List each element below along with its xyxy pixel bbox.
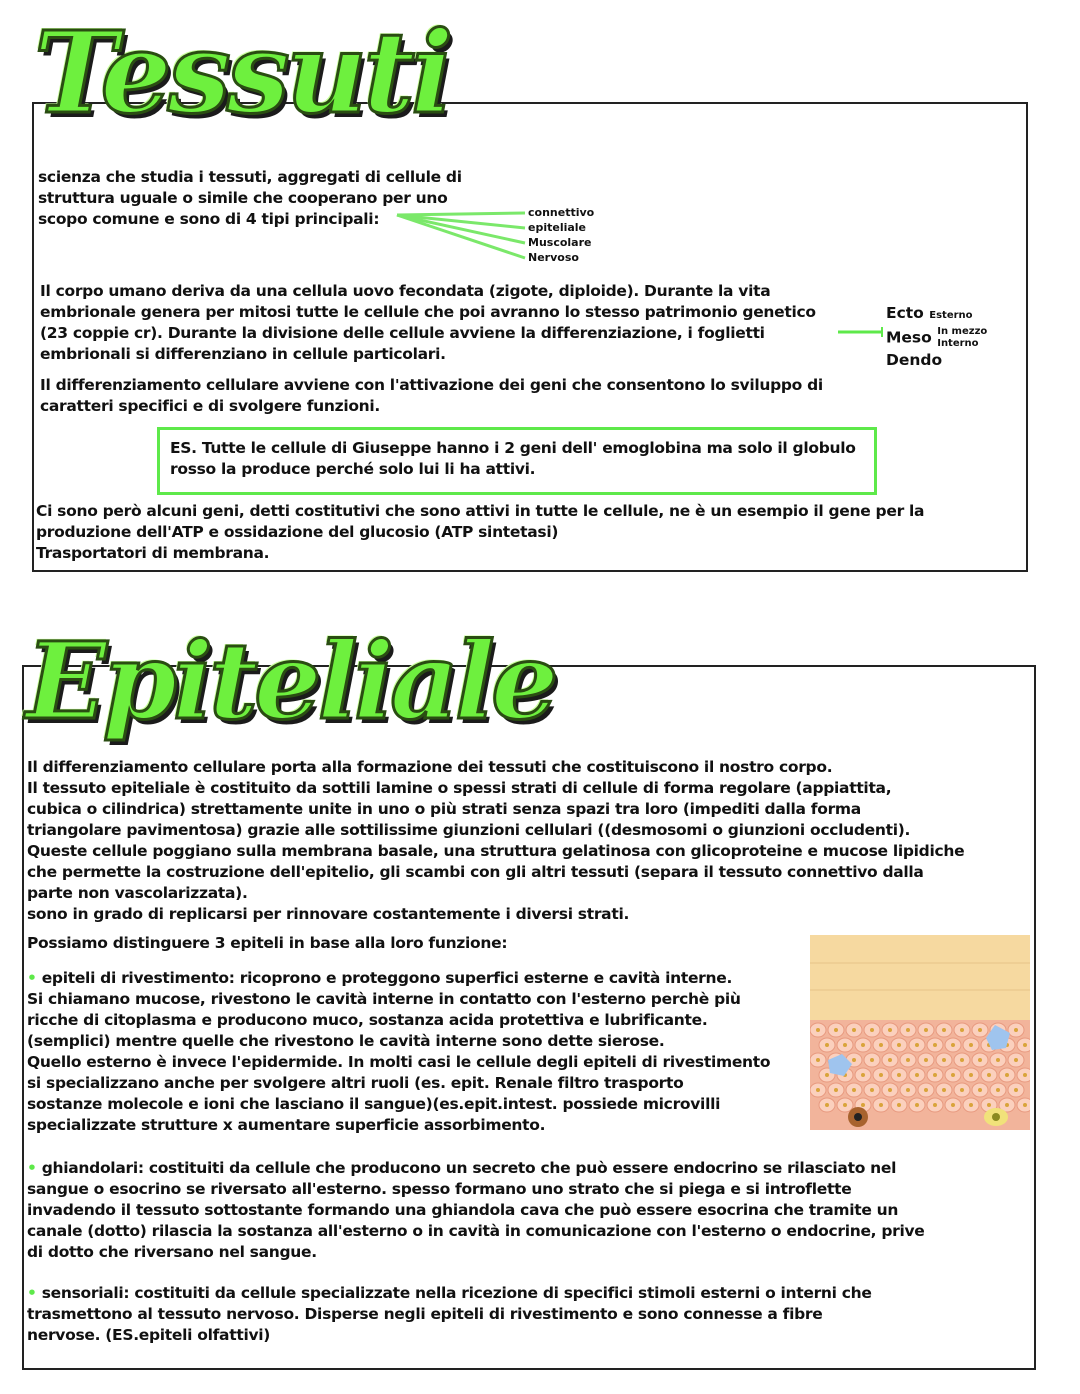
example-text <box>170 438 856 480</box>
bullet-icon: • <box>27 1284 42 1302</box>
cell-nucleus <box>888 1088 892 1092</box>
line: Queste cellule poggiano sulla membrana basale, una struttura gelatinosa con glicoproteine e mucose lipidiche <box>27 842 965 860</box>
cell-nucleus <box>879 1043 883 1047</box>
cell-nucleus <box>852 1028 856 1032</box>
line: • ghiandolari: costituiti da cellule che producono un secreto che può essere endocrino se rilasciato nel <box>27 1159 897 1177</box>
line: • sensoriali: costituiti da cellule specializzate nella ricezione di specifici stimoli esterni o interni che <box>27 1284 872 1302</box>
cell-nucleus <box>852 1088 856 1092</box>
cell-nucleus <box>996 1088 1000 1092</box>
cell-nucleus <box>951 1043 955 1047</box>
cell-nucleus <box>825 1073 829 1077</box>
cell-nucleus <box>825 1103 829 1107</box>
germ-layers <box>886 303 987 371</box>
cell-nucleus <box>888 1028 892 1032</box>
line: embrionale genera per mitosi tutte le cellule che poi avranno lo stesso patrimonio genetico <box>40 303 816 321</box>
line: • epiteli di rivestimento: ricoprono e proteggono superfici esterne e cavità interne. <box>27 969 733 987</box>
cell-nucleus <box>1023 1073 1027 1077</box>
cell-nucleus <box>852 1058 856 1062</box>
paragraph-epitelio-intro <box>27 757 964 925</box>
cell-nucleus <box>960 1028 964 1032</box>
cell-nucleus <box>933 1073 937 1077</box>
cell-nucleus <box>861 1103 865 1107</box>
line: embrionali si differenziano in cellule particolari. <box>40 345 446 363</box>
cell-nucleus <box>915 1073 919 1077</box>
paragraph-funzioni: Possiamo distinguere 3 epiteli in base alla loro funzione: <box>27 934 508 952</box>
line: rosso la produce perché solo lui li ha attivi. <box>170 460 536 478</box>
cell-nucleus <box>888 1058 892 1062</box>
line: Ci sono però alcuni geni, detti costitutivi che sono attivi in tutte le cellule, ne è un esempio il gene per la <box>36 502 925 520</box>
tissue-types-list <box>528 205 594 265</box>
cell-nucleus <box>924 1088 928 1092</box>
cell-nucleus <box>843 1043 847 1047</box>
cell-nucleus <box>843 1103 847 1107</box>
bullet-icon: • <box>27 969 42 987</box>
cell-nucleus <box>816 1058 820 1062</box>
cell-nucleus <box>879 1073 883 1077</box>
cell-nucleus <box>951 1073 955 1077</box>
line: sostanze molecole e ioni che lasciano il sangue)(es.epit.intest. possiede microvilli <box>27 1095 721 1113</box>
branch-lines <box>395 208 530 263</box>
type-item: Nervoso <box>528 251 579 264</box>
line: Quello esterno è invece l'epidermide. In molti casi le cellule degli epiteli di rivestimento <box>27 1053 771 1071</box>
tessuti-title: Tessuti <box>34 8 450 139</box>
line: (semplici) mentre quelle che rivestono le cavità interne sono dette sierose. <box>27 1032 665 1050</box>
cell-nucleus <box>897 1073 901 1077</box>
line: scopo comune e sono di 4 tipi principali: <box>38 210 380 228</box>
cell-nucleus <box>861 1073 865 1077</box>
cell-nucleus <box>987 1073 991 1077</box>
line: scienza che studia i tessuti, aggregati di cellule di <box>38 168 462 186</box>
line: Il tessuto epiteliale è costituito da sottili lamine o spessi strati di cellule di forma regolare (appiattita, <box>27 779 892 797</box>
line: invadendo il tessuto sottostante formando una ghiandola cava che può essere esocrina che tramite un <box>27 1201 899 1219</box>
type-item: connettivo <box>528 206 595 219</box>
line: ES. Tutte le cellule di Giuseppe hanno i 2 geni dell' emoglobina ma solo il globulo <box>170 439 856 457</box>
line: canale (dotto) rilascia la sostanza all'esterno o in cavità in comunicazione con l'esterno o endocrine, prive <box>27 1222 925 1240</box>
arrow-icon <box>838 326 884 338</box>
cell-nucleus <box>870 1028 874 1032</box>
cell-nucleus <box>933 1103 937 1107</box>
bullet-icon: • <box>27 1159 42 1177</box>
type-item: epiteliale <box>528 221 587 234</box>
cell-nucleus <box>933 1043 937 1047</box>
cell-nucleus <box>978 1028 982 1032</box>
cell-nucleus <box>816 1028 820 1032</box>
line: si specializzano anche per svolgere altri ruoli (es. epit. Renale filtro trasporto <box>27 1074 684 1092</box>
cell-nucleus <box>969 1103 973 1107</box>
paragraph-costitutivi <box>36 501 924 564</box>
cell-nucleus <box>978 1088 982 1092</box>
cell-nucleus <box>915 1043 919 1047</box>
cell-nucleus <box>897 1043 901 1047</box>
cell-nucleus <box>906 1058 910 1062</box>
cell-nucleus <box>960 1058 964 1062</box>
layer-endo: Dendo <box>886 351 943 369</box>
cell-nucleus <box>870 1058 874 1062</box>
cell-nucleus <box>969 1043 973 1047</box>
line: Il differenziamento cellulare avviene con l'attivazione dei geni che consentono lo sviluppo di <box>40 376 823 394</box>
line: che permette la costruzione dell'epitelio, gli scambi con gli altri tessuti (separa il tessuto connettivo dalla <box>27 863 924 881</box>
cell-nucleus <box>960 1088 964 1092</box>
cell-nucleus <box>924 1058 928 1062</box>
cell-nucleus <box>834 1088 838 1092</box>
cell-nucleus <box>906 1088 910 1092</box>
cell-nucleus <box>906 1028 910 1032</box>
cell-nucleus <box>897 1103 901 1107</box>
line: ricche di citoplasma e producono muco, sostanza acida protettiva e lubrificante. <box>27 1011 708 1029</box>
cell-nucleus <box>825 1043 829 1047</box>
cell-nucleus <box>1023 1043 1027 1047</box>
line: trasmettono al tessuto nervoso. Disperse negli epiteli di rivestimento e sono connesse a fibre <box>27 1305 823 1323</box>
cell-nucleus <box>1014 1088 1018 1092</box>
list-sensoriali <box>27 1283 872 1346</box>
cell-nucleus <box>1023 1103 1027 1107</box>
cell-nucleus <box>987 1103 991 1107</box>
line: produzione dell'ATP e ossidazione del glucosio (ATP sintetasi) <box>36 523 559 541</box>
line: sono in grado di replicarsi per rinnovare costantemente i diversi strati. <box>27 905 630 923</box>
cell-nucleus <box>978 1058 982 1062</box>
cell-nucleus <box>942 1058 946 1062</box>
cell-nucleus <box>861 1043 865 1047</box>
layer-ecto: Ecto Esterno <box>886 304 973 322</box>
list-rivestimento <box>27 968 770 1136</box>
list-ghiandolari <box>27 1158 925 1263</box>
cell-nucleus <box>942 1088 946 1092</box>
line: struttura uguale o simile che cooperano per uno <box>38 189 448 207</box>
cell-nucleus <box>879 1103 883 1107</box>
cell-nucleus <box>1005 1103 1009 1107</box>
cell-nucleus <box>870 1088 874 1092</box>
cell-nucleus <box>1014 1028 1018 1032</box>
paragraph-zigote <box>40 281 816 365</box>
line: Il differenziamento cellulare porta alla formazione dei tessuti che costituiscono il nostro corpo. <box>27 758 833 776</box>
epiteliale-title: Epiteliale <box>26 618 555 743</box>
line: cubica o cilindrica) strettamente unite in uno o più strati senza spazi tra loro (impediti dalla forma <box>27 800 861 818</box>
layer-meso: Meso In mezzo Interno <box>886 326 988 349</box>
cell-nucleus <box>1014 1058 1018 1062</box>
line: caratteri specifici e di svolgere funzioni. <box>40 397 381 415</box>
line: di dotto che riversano nel sangue. <box>27 1243 317 1261</box>
cell-nucleus <box>924 1028 928 1032</box>
type-item: Muscolare <box>528 236 592 249</box>
line: sangue o esocrino se riversato all'esterno. spesso formano uno strato che si piega e si introflette <box>27 1180 852 1198</box>
line: triangolare pavimentosa) grazie alle sottilissime giunzioni cellulari ((desmosomi o giunzioni occludenti). <box>27 821 911 839</box>
cell-nucleus <box>834 1028 838 1032</box>
line: (23 coppie cr). Durante la divisione delle cellule avviene la differenziazione, i foglietti <box>40 324 765 342</box>
cell-nucleus <box>969 1073 973 1077</box>
cell-nucleus <box>1005 1073 1009 1077</box>
line: nervose. (ES.epiteli olfattivi) <box>27 1326 271 1344</box>
line: Si chiamano mucose, rivestono le cavità interne in contatto con l'esterno perchè più <box>27 990 741 1008</box>
cell-nucleus <box>996 1058 1000 1062</box>
line: specializzate strutture x aumentare superficie assorbimento. <box>27 1116 546 1134</box>
cell-nucleus <box>942 1028 946 1032</box>
cell-nucleus <box>816 1088 820 1092</box>
line: parte non vascolarizzata). <box>27 884 248 902</box>
paragraph-differenziamento <box>40 375 823 417</box>
cell-nucleus <box>951 1103 955 1107</box>
line: Trasportatori di membrana. <box>36 544 270 562</box>
skin-epithelium-illustration <box>810 935 1030 1130</box>
line: Il corpo umano deriva da una cellula uovo fecondata (zigote, diploide). Durante la vita <box>40 282 771 300</box>
cell-nucleus <box>915 1103 919 1107</box>
